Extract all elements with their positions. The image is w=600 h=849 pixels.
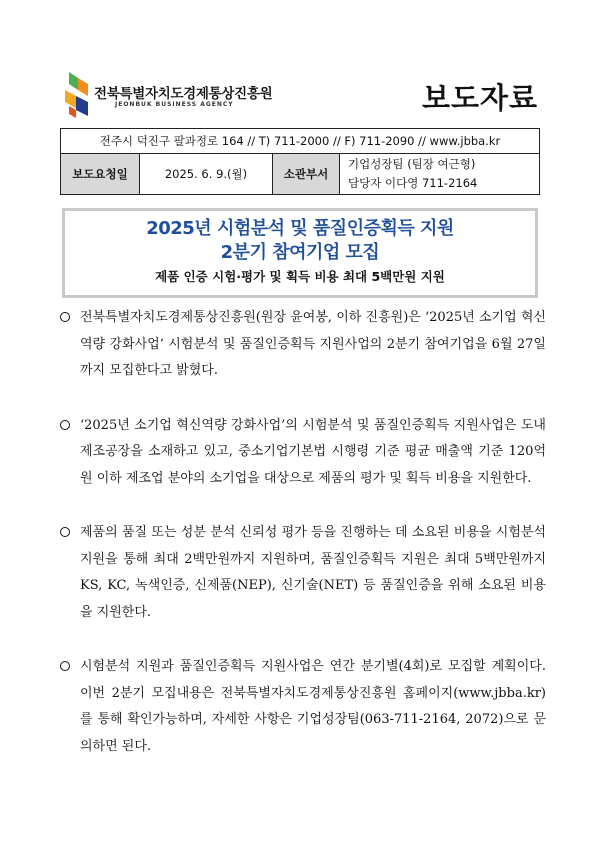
paragraph (60, 654, 546, 760)
org-logo (64, 70, 284, 122)
bullet-icon (60, 527, 70, 537)
date-label: 보도요청일 (61, 154, 140, 195)
doc-type-title: 보도자료 (421, 81, 538, 115)
paragraph-text: 제품의 품질 또는 성분 분석 신뢰성 평가 등을 진행하는 데 소요된 비용을 시험분석 지원을 통해 최대 2백만원까지 지원하며, 품질인증획득 지원은 최대 5백만원까지 KS, KC, 녹색인증, 신제품(NEP), 신기술(NET) 등 품질인증을 위해 소요된 비용을 지원한다. (80, 525, 546, 620)
article-body (60, 305, 546, 788)
bullet-icon (60, 420, 70, 430)
date-value: 2025. 6. 9.(월) (140, 154, 273, 195)
logo-mark-icon (64, 70, 90, 120)
bullet-icon (60, 661, 70, 671)
info-table (60, 128, 540, 195)
paragraph (60, 520, 546, 626)
org-name-en: JEONBUK BUSINESS AGENCY (115, 101, 234, 108)
paragraph (60, 305, 546, 385)
paragraph-text: 시험분석 지원과 품질인증획득 지원사업은 연간 분기별(4회)로 모집할 계획이다. 이번 2분기 모집내용은 전북특별자치도경제통상진흥원 홈페이지(www.jbba.kr)를 통해 확인가능하며, 자세한 사항은 기업성장팀(063-711-2164, 2072)으로 문의하면 된다. (80, 659, 546, 754)
headline-title: 2025년 시험분석 및 품질인증획득 지원 (146, 218, 454, 239)
org-name: 전북특별자치도경제통상진흥원 (94, 86, 273, 102)
contact-line: 전주시 덕진구 팔과정로 164 // T) 711-2000 // F) 711-2090 // www.jbba.kr (61, 129, 540, 154)
bullet-icon (60, 312, 70, 322)
headline-subtitle: 제품 인증 시험·평가 및 획득 비용 최대 5백만원 지원 (155, 269, 445, 284)
headline-box (62, 208, 538, 298)
paragraph (60, 413, 546, 493)
headline-title-2: 2분기 참여기업 모집 (220, 242, 380, 263)
paragraph-text: 전북특별자치도경제통상진흥원(원장 윤여봉, 이하 진흥원)은 ‘2025년 소기업 혁신역량 강화사업’ 시험분석 및 품질인증획득 지원사업의 2분기 참여기업을 6월 27일까지 모집한다고 밝혔다. (80, 310, 546, 378)
dept-value (340, 154, 540, 195)
dept-label: 소관부서 (273, 154, 340, 195)
paragraph-text: ‘2025년 소기업 혁신역량 강화사업’의 시험분석 및 품질인증획득 지원사업은 도내 제조공장을 소재하고 있고, 중소기업기본법 시행령 기준 평균 매출액 기준 120억원 이하 제조업 분야의 소기업을 대상으로 제품의 평가 및 획득 비용을 지원한다. (80, 417, 546, 486)
dept-contact: 담당자 이다영 711-2164 (348, 176, 478, 190)
dept-team: 기업성장팀 (팀장 여근형) (348, 157, 476, 171)
